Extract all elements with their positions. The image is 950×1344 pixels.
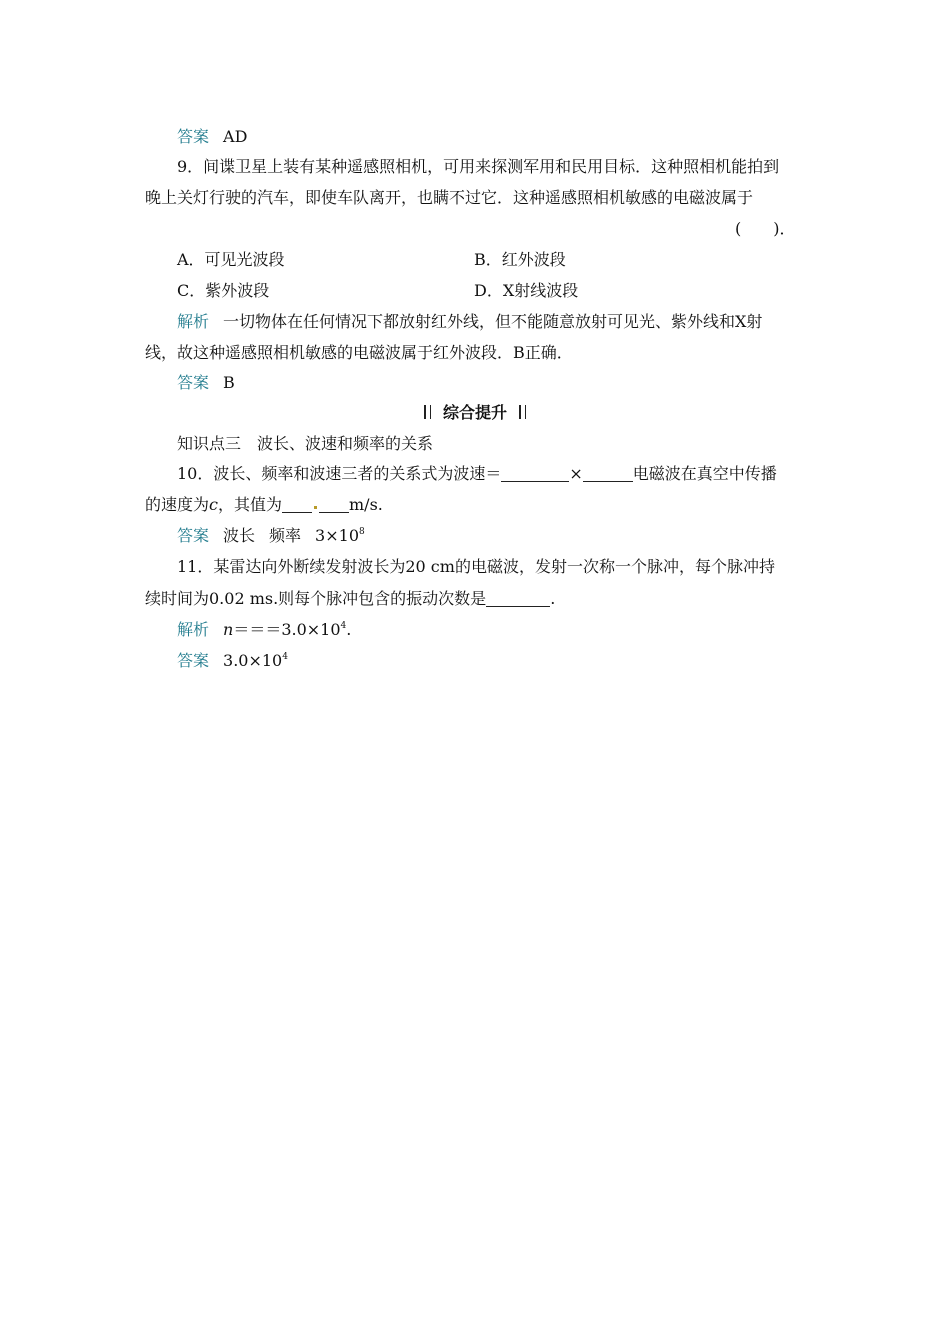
answer-label: 答案 — [177, 127, 210, 146]
answer-c: 3×10 — [315, 526, 359, 545]
analysis-text: 一切物体在任何情况下都放射红外线，但不能随意放射可见光、紫外线和X射 — [223, 312, 763, 331]
analysis-text: ＝＝＝3.0×10 — [233, 620, 341, 639]
answer-a: 波长 — [223, 526, 256, 545]
answer-c-exponent: 8 — [359, 527, 365, 537]
q10-c-variable: c — [209, 495, 218, 514]
q9-option-a: A．可见光波段 — [177, 250, 285, 269]
section-bar-left — [424, 405, 431, 419]
q10-text-c: 的速度为 — [145, 495, 210, 514]
q9-analysis-line1 — [177, 311, 762, 333]
q11-answer — [177, 650, 288, 672]
analysis-label: 解析 — [177, 312, 210, 331]
section-header — [0, 402, 950, 424]
knowledge-point-title: 知识点三 波长、波速和频率的关系 — [177, 434, 434, 453]
q9-answer-paren: ( )． — [735, 219, 796, 238]
q9-analysis-line2: 线，故这种遥感照相机敏感的电磁波属于红外波段．B正确． — [145, 343, 573, 362]
q9-option-b: B．红外波段 — [474, 250, 566, 269]
q9-stem-line2: 晚上关灯行驶的汽车，即使车队离开，也瞒不过它．这种遥感照相机敏感的电磁波属于 — [145, 188, 754, 207]
q10-blank-1 — [501, 465, 569, 482]
q10-blank-2 — [583, 465, 633, 482]
q10-text-b: 电磁波在真空中传播 — [632, 464, 777, 483]
q11-n-variable: n — [223, 620, 234, 639]
q10-times: × — [569, 464, 583, 483]
q11-text-b: . — [550, 589, 556, 608]
q9-stem-line1: 9．间谍卫星上装有某种遥感照相机，可用来探测军用和民用目标．这种照相机能拍到 — [177, 157, 780, 176]
q10-answer — [177, 525, 365, 547]
answer-label: 答案 — [177, 373, 210, 392]
answer-text: B — [223, 373, 235, 392]
q11-text-a: 续时间为0.02 ms.则每个脉冲包含的振动次数是 — [145, 589, 487, 608]
answer-exponent: 4 — [282, 652, 288, 662]
answer-text: 3.0×10 — [223, 651, 283, 670]
q10-stem-line2 — [145, 494, 383, 516]
answer-label: 答案 — [177, 526, 210, 545]
q11-analysis — [177, 619, 351, 641]
answer-b: 频率 — [269, 526, 302, 545]
q9-option-c: C．紫外波段 — [177, 281, 270, 300]
section-bar-right — [519, 405, 526, 419]
q10-blank-3b — [319, 496, 349, 513]
q11-blank — [486, 590, 550, 607]
q9-answer — [177, 372, 235, 394]
mark-dot — [314, 506, 317, 509]
q10-blank-3a — [282, 496, 312, 513]
section-title: 综合提升 — [442, 403, 507, 422]
answer-text: AD — [223, 127, 248, 146]
q10-unit: m/s. — [349, 495, 383, 514]
q9-option-d: D．X射线波段 — [474, 281, 579, 300]
q11-stem-line2 — [145, 588, 555, 610]
analysis-label: 解析 — [177, 620, 210, 639]
q8-answer — [177, 126, 247, 148]
analysis-end: . — [346, 620, 352, 639]
q10-text-a: 10．波长、频率和波速三者的关系式为波速＝ — [177, 464, 502, 483]
analysis-exponent: 4 — [340, 621, 347, 631]
q10-stem-line1 — [177, 463, 777, 485]
q11-stem-line1: 11．某雷达向外断续发射波长为20 cm的电磁波，发射一次称一个脉冲，每个脉冲持 — [177, 557, 775, 576]
q10-text-d: ，其值为 — [217, 495, 282, 514]
answer-label: 答案 — [177, 651, 210, 670]
